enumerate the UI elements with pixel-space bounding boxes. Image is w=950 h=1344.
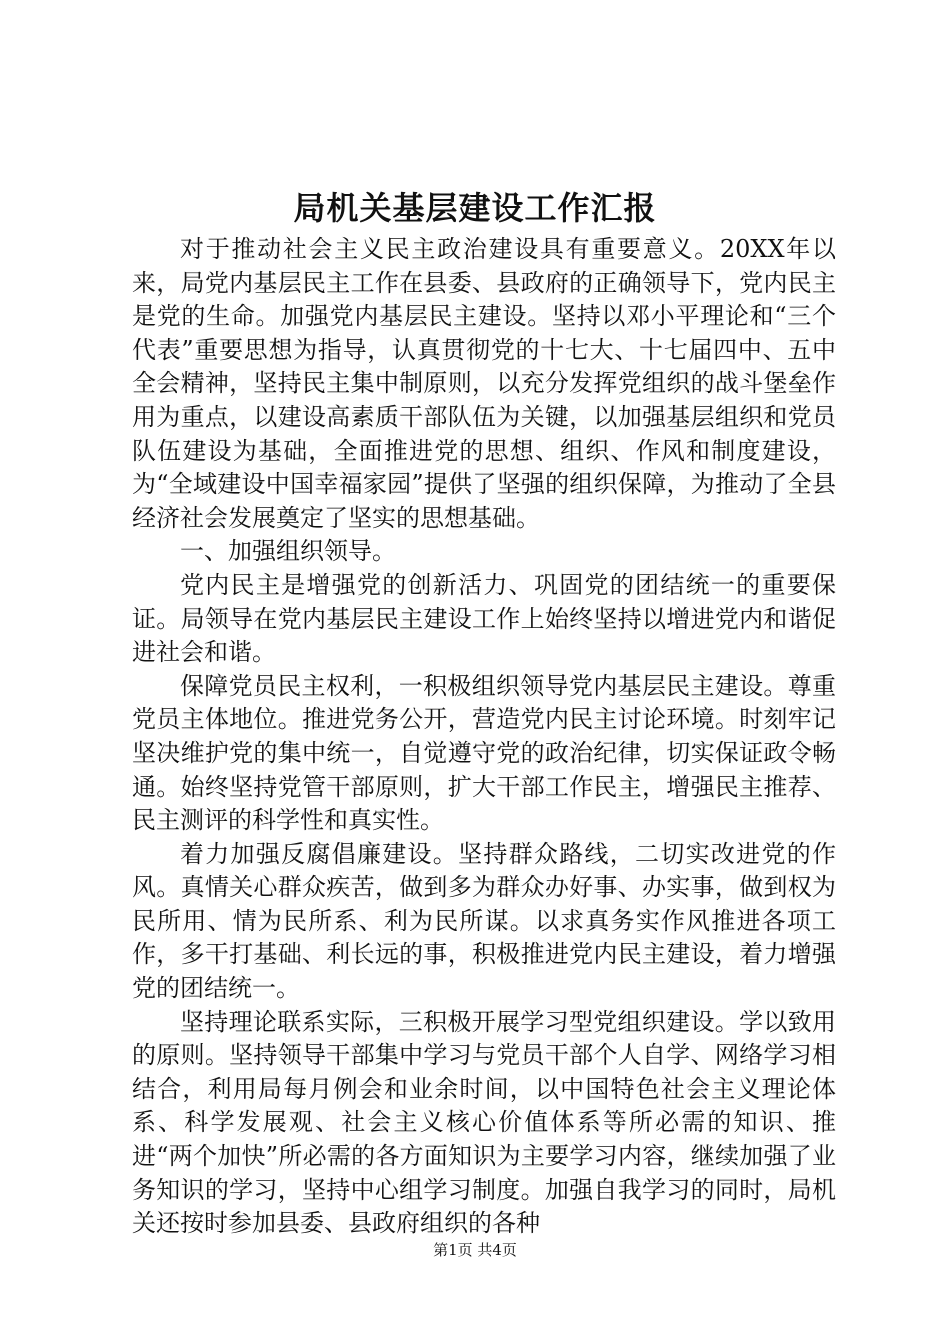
paragraph: 党内民主是增强党的创新活力、巩固党的团结统一的重要保证。局领导在党内基层民主建设工作上始终坚持以增进党内和谐促进社会和谐。 — [132, 570, 836, 667]
document-body — [132, 233, 836, 1241]
page-number-footer: 第1页 共4页 — [433, 1241, 517, 1259]
document-title: 局机关基层建设工作汇报 — [293, 189, 657, 227]
paragraph: 着力加强反腐倡廉建设。坚持群众路线，二切实改进党的作风。真情关心群众疾苦，做到多为群众办好事、办实事，做到权为民所用、情为民所系、利为民所谋。以求真务实作风推进各项工作，多干打基础、利长远的事，积极推进党内民主建设，着力增强党的团结统一。 — [132, 839, 836, 1003]
paragraph-intro: 对于推动社会主义民主政治建设具有重要意义。20XX年以来，局党内基层民主工作在县委、县政府的正确领导下，党内民主是党的生命。加强党内基层民主建设。坚持以邓小平理论和“三个代表”重要思想为指导，认真贯彻党的十七大、十七届四中、五中全会精神，坚持民主集中制原则，以充分发挥党组织的战斗堡垒作用为重点，以建设高素质干部队伍为关键，以加强基层组织和党员队伍建设为基础，全面推进党的思想、组织、作风和制度建设，为“全域建设中国幸福家园”提供了坚强的组织保障，为推动了全县经济社会发展奠定了坚实的思想基础。 — [132, 235, 836, 532]
paragraph: 保障党员民主权利，一积极组织领导党内基层民主建设。尊重党员主体地位。推进党务公开，营造党内民主讨论环境。时刻牢记坚决维护党的集中统一，自觉遵守党的政治纪律，切实保证政令畅通。始终坚持党管干部原则，扩大干部工作民主，增强民主推荐、民主测评的科学性和真实性。 — [132, 671, 836, 835]
paragraph: 坚持理论联系实际，三积极开展学习型党组织建设。学以致用的原则。坚持领导干部集中学习与党员干部个人自学、网络学习相结合，利用局每月例会和业余时间，以中国特色社会主义理论体系、科学发展观、社会主义核心价值体系等所必需的知识、推进“两个加快”所必需的各方面知识为主要学习内容，继续加强了业务知识的学习，坚持中心组学习制度。加强自我学习的同时，局机关还按时参加县委、县政府组织的各种 — [132, 1007, 836, 1238]
section-heading-1: 一、加强组织领导。 — [180, 537, 396, 566]
